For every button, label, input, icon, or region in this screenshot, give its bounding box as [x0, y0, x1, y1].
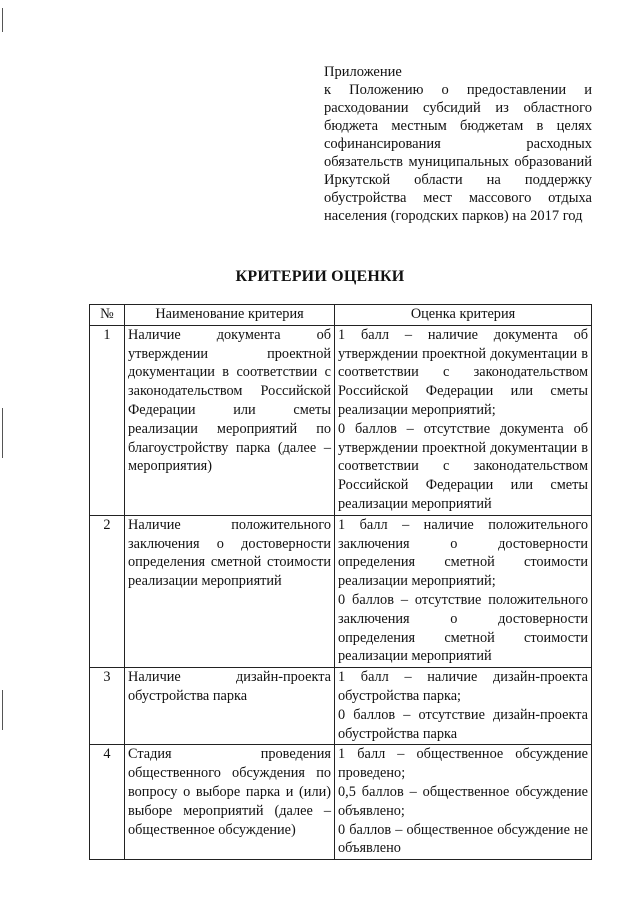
row-number: 2 — [90, 515, 125, 667]
score-option: 0 баллов – отсутствие положительного заключения о достоверности определения сметной стоимости реализации мероприятий — [338, 591, 588, 665]
header-name: Наименование критерия — [125, 305, 335, 326]
row-number: 4 — [90, 745, 125, 860]
score-option: 0 баллов – отсутствие документа об утверждении проектной документации в соответствии с законодательством Российской Федерации или сметы реализации мероприятий — [338, 420, 588, 512]
table-row — [90, 515, 592, 667]
appendix-note — [324, 63, 592, 225]
score-option: 1 балл – наличие дизайн-проекта обустройства парка; — [338, 669, 588, 704]
table-row — [90, 668, 592, 745]
header-score: Оценка критерия — [335, 305, 592, 326]
criterion-score — [335, 745, 592, 860]
score-option: 0 баллов – отсутствие дизайн-проекта обустройства парка — [338, 706, 588, 742]
score-option: 0 баллов – общественное обсуждение не объявлено — [338, 821, 588, 857]
criterion-name: Наличие дизайн-проекта обустройства парка — [125, 668, 335, 745]
table-header-row — [90, 305, 592, 326]
scan-margin-mark — [2, 408, 3, 458]
score-option: 1 балл – наличие документа об утверждении проектной документации в соответствии с законодательством Российской Федерации или сметы реализации мероприятий; — [338, 326, 588, 418]
criterion-score — [335, 325, 592, 515]
header-num: № — [90, 305, 125, 326]
row-number: 1 — [90, 325, 125, 515]
table-row — [90, 325, 592, 515]
criterion-name: Наличие положительного заключения о достоверности определения сметной стоимости реализации мероприятий — [125, 515, 335, 667]
table-row — [90, 745, 592, 860]
row-number: 3 — [90, 668, 125, 745]
scan-margin-mark — [2, 690, 3, 730]
score-option: 0,5 баллов – общественное обсуждение объявлено; — [338, 783, 588, 819]
scan-margin-mark — [2, 8, 3, 32]
score-option: 1 балл – наличие положительного заключения о достоверности определения сметной стоимости реализации мероприятий; — [338, 516, 588, 590]
criteria-table — [89, 304, 592, 860]
appendix-text: к Положению о предоставлении и расходовании субсидий из областного бюджета местным бюджетам в целях софинансирования расходных обязательств муниципальных образований Иркутской области на поддержку обустройства мест массового отдыха населения (городских парков) на 2017 год — [324, 82, 592, 224]
criterion-score — [335, 668, 592, 745]
criterion-name: Стадия проведения общественного обсуждения по вопросу о выборе парка и (или) выборе мероприятий (далее – общественное обсуждение) — [125, 745, 335, 860]
score-option: 1 балл – общественное обсуждение проведено; — [338, 746, 588, 782]
appendix-heading: Приложение — [324, 64, 402, 80]
criterion-name: Наличие документа об утверждении проектной документации в соответствии с законодательством Российской Федерации или сметы реализации мероприятий по благоустройству парка (далее – мероприятия) — [125, 325, 335, 515]
criterion-score — [335, 515, 592, 667]
document-title: КРИТЕРИИ ОЦЕНКИ — [235, 268, 405, 285]
